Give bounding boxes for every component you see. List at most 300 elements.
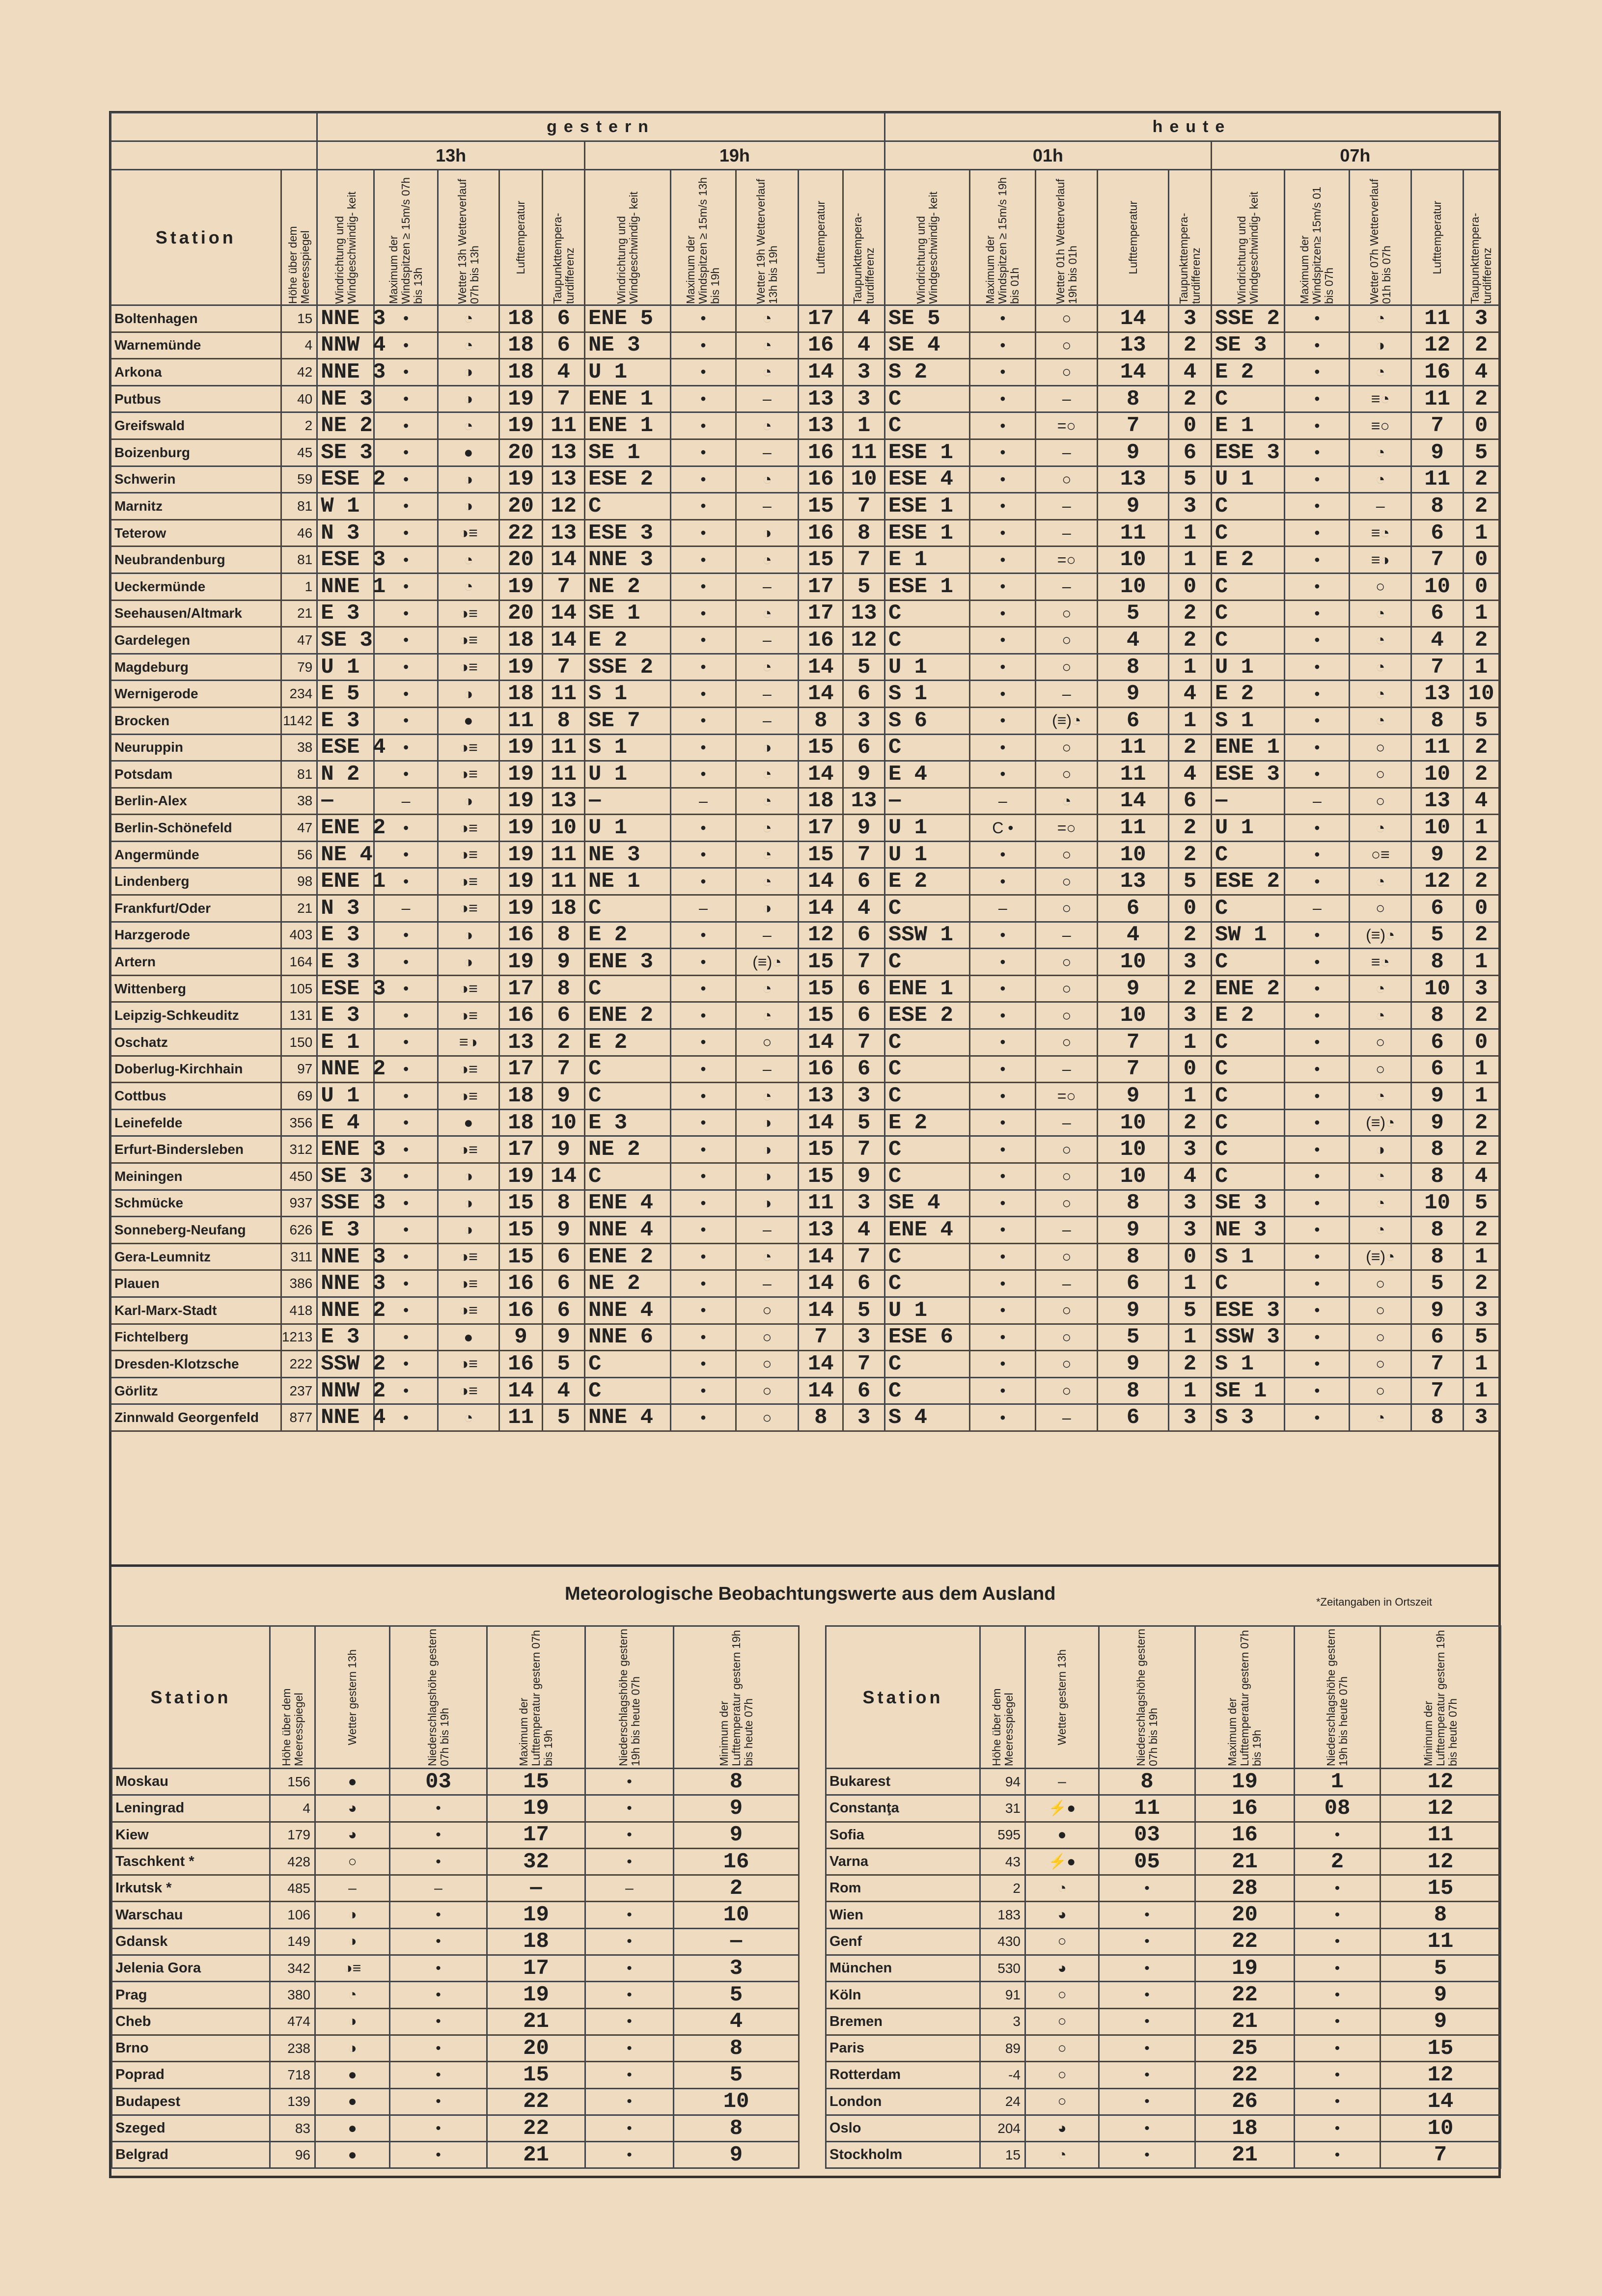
table-cell: • <box>970 305 1036 332</box>
table-cell: • <box>970 681 1036 708</box>
table-cell: 9 <box>843 1163 885 1190</box>
table-cell: NE 3 <box>317 385 374 412</box>
table-cell: C <box>884 1083 969 1110</box>
table-cell: C <box>884 627 969 654</box>
table-cell: 12 <box>1381 2062 1501 2088</box>
table-cell: • <box>1285 547 1350 574</box>
table-row <box>111 493 1499 520</box>
foreign-right-altitude-header: Höhe über dem Meeresspiegel <box>980 1626 1025 1769</box>
table-row <box>826 1848 1501 1875</box>
table-cell: NNE 2 <box>317 1297 374 1324</box>
table-cell: 9 <box>843 761 885 788</box>
table-cell: ◔ <box>1350 707 1411 734</box>
table-cell: C <box>1211 627 1284 654</box>
table-row <box>111 1243 1499 1270</box>
table-cell: • <box>1285 1190 1350 1217</box>
table-cell: ○ <box>1036 734 1098 761</box>
station-name: Paris <box>826 2035 980 2061</box>
foreign-right-min-header: Minimum der Lufttemperatur gestern 19h bis heute 07h <box>1381 1626 1501 1769</box>
table-cell: ○ <box>1036 1136 1098 1163</box>
hour-13-header: 13h <box>317 141 585 170</box>
table-cell: • <box>390 1822 487 1848</box>
table-cell: 11 <box>543 868 585 895</box>
station-name: Bremen <box>826 2008 980 2035</box>
table-cell: 8 <box>799 1404 843 1431</box>
table-cell: 42 <box>281 359 317 386</box>
table-cell: • <box>1285 922 1350 949</box>
table-cell: • <box>1099 1875 1195 1902</box>
table-cell: ◔ <box>736 815 799 842</box>
table-cell: 21 <box>1195 1848 1295 1875</box>
table-cell: ○ <box>1350 1297 1411 1324</box>
table-cell: 18 <box>543 895 585 922</box>
table-cell: 2 <box>1169 975 1212 1002</box>
table-cell: 13 <box>799 385 843 412</box>
table-cell: • <box>374 681 438 708</box>
table-row <box>111 1377 1499 1404</box>
table-cell: 14 <box>499 1377 543 1404</box>
table-row <box>112 2115 799 2141</box>
table-row <box>826 2062 1501 2088</box>
table-cell: ◕ <box>1025 1955 1099 1982</box>
table-cell: ‒ <box>1036 922 1098 949</box>
table-cell: C <box>1211 385 1284 412</box>
table-cell: ○ <box>1350 1324 1411 1351</box>
table-cell: • <box>390 2088 487 2115</box>
table-cell: • <box>1285 868 1350 895</box>
table-cell: ◑≡ <box>438 868 499 895</box>
table-cell: 0 <box>1169 412 1212 439</box>
table-cell: 38 <box>281 788 317 815</box>
table-cell: 4 <box>543 359 585 386</box>
dew-01-header: Taupunkttempera- turdifferenz <box>1169 170 1212 305</box>
table-cell: 6 <box>843 681 885 708</box>
table-cell: • <box>1285 1243 1350 1270</box>
table-cell: C <box>1211 1029 1284 1056</box>
table-cell: 428 <box>270 1848 315 1875</box>
table-cell: • <box>970 466 1036 493</box>
table-cell: 3 <box>1169 1136 1212 1163</box>
table-row <box>111 761 1499 788</box>
heute-header: heute <box>884 113 1499 141</box>
table-cell: C <box>884 1243 969 1270</box>
table-cell: ◑ <box>736 519 799 547</box>
table-cell: • <box>671 734 736 761</box>
table-cell: =○ <box>1036 1083 1098 1110</box>
table-cell: SSW 3 <box>1211 1324 1284 1351</box>
table-cell: 9 <box>543 949 585 976</box>
table-cell: 14 <box>543 627 585 654</box>
table-row <box>111 412 1499 439</box>
hour-07-header: 07h <box>1211 141 1499 170</box>
table-cell: 4 <box>843 305 885 332</box>
table-cell: 15 <box>980 2142 1025 2168</box>
table-cell: NNE 3 <box>317 359 374 386</box>
table-cell: S 1 <box>584 681 670 708</box>
table-cell: 05 <box>1099 1848 1195 1875</box>
table-cell: ◕ <box>315 1795 390 1822</box>
table-cell: • <box>374 1217 438 1244</box>
table-cell: ENE 1 <box>317 868 374 895</box>
table-cell: 14 <box>799 1243 843 1270</box>
table-cell: (≡)◔ <box>1350 1109 1411 1136</box>
table-cell: ◔ <box>438 305 499 332</box>
table-cell: 20 <box>499 493 543 520</box>
table-cell: 19 <box>499 815 543 842</box>
table-cell: 14 <box>799 1351 843 1378</box>
table-cell: 10 <box>1098 1163 1169 1190</box>
table-cell: • <box>671 815 736 842</box>
table-cell: 17 <box>499 975 543 1002</box>
table-cell: • <box>1295 1928 1381 1955</box>
table-cell: 19 <box>487 1795 585 1822</box>
table-cell: U 1 <box>1211 654 1284 681</box>
table-cell: ‒ <box>1350 493 1411 520</box>
table-cell: ESE 2 <box>317 466 374 493</box>
table-cell: 238 <box>270 2035 315 2061</box>
hour-19-header: 19h <box>584 141 884 170</box>
station-name: Brno <box>112 2035 270 2061</box>
table-cell: 430 <box>980 1928 1025 1955</box>
table-cell: 9 <box>674 1822 799 1848</box>
table-cell: • <box>374 519 438 547</box>
table-cell: ○ <box>1036 895 1098 922</box>
table-cell: 13 <box>543 788 585 815</box>
table-cell: 8 <box>674 2115 799 2141</box>
table-cell: • <box>585 2142 674 2168</box>
table-cell: 150 <box>281 1029 317 1056</box>
station-name: Rotterdam <box>826 2062 980 2088</box>
table-cell: S 1 <box>1211 707 1284 734</box>
table-cell: (≡)◔ <box>736 949 799 976</box>
table-cell: 2 <box>1295 1848 1381 1875</box>
table-cell: 9 <box>1098 1217 1169 1244</box>
table-cell: 5 <box>1464 439 1499 466</box>
table-cell: ESE 3 <box>584 519 670 547</box>
table-cell: 2 <box>1169 627 1212 654</box>
table-cell: 11 <box>1411 305 1464 332</box>
table-cell: 0 <box>1464 547 1499 574</box>
table-cell: =○ <box>1036 412 1098 439</box>
table-cell: 19 <box>499 734 543 761</box>
table-cell: ‒ <box>1036 1270 1098 1297</box>
table-cell: ‒ <box>487 1875 585 1902</box>
table-cell: 25 <box>1195 2035 1295 2061</box>
table-cell: ◑≡ <box>438 761 499 788</box>
table-row <box>111 815 1499 842</box>
table-cell: NNE 2 <box>317 1056 374 1083</box>
table-cell: 13 <box>1098 466 1169 493</box>
station-name: Berlin-Schönefeld <box>111 815 281 842</box>
table-cell: • <box>1285 412 1350 439</box>
table-cell: 9 <box>543 1217 585 1244</box>
table-cell: NE 2 <box>584 1136 670 1163</box>
table-cell: • <box>1295 2115 1381 2141</box>
table-cell: ESE 4 <box>884 466 969 493</box>
table-cell: • <box>671 841 736 868</box>
table-cell: 937 <box>281 1190 317 1217</box>
table-cell: 2 <box>543 1029 585 1056</box>
table-cell: • <box>374 868 438 895</box>
table-cell: • <box>390 1928 487 1955</box>
table-cell: 9 <box>1381 2008 1501 2035</box>
table-cell: N 3 <box>317 895 374 922</box>
weather-07-header: Wetter 07h Wetterverlauf 01h bis 07h <box>1350 170 1411 305</box>
station-name: Meiningen <box>111 1163 281 1190</box>
table-row <box>111 895 1499 922</box>
table-cell: 485 <box>270 1875 315 1902</box>
table-cell: 12 <box>1381 1769 1501 1795</box>
table-cell: 11 <box>543 681 585 708</box>
table-cell: 7 <box>843 493 885 520</box>
table-cell: ◑ <box>438 949 499 976</box>
table-cell: ◑≡ <box>438 1297 499 1324</box>
table-cell: 11 <box>799 1190 843 1217</box>
table-cell: ‒ <box>736 493 799 520</box>
table-cell: ◑≡ <box>438 627 499 654</box>
gust-01-header: Maximum der Windspitzen ≥ 15m/s 19h bis 01h <box>970 170 1036 305</box>
table-cell: 4 <box>1098 922 1169 949</box>
table-cell: 7 <box>1411 547 1464 574</box>
table-cell: • <box>1099 2062 1195 2088</box>
table-cell: • <box>671 332 736 359</box>
table-cell: ESE 1 <box>884 519 969 547</box>
table-cell: 17 <box>487 1955 585 1982</box>
table-cell: • <box>1285 761 1350 788</box>
table-cell: ○ <box>1036 1002 1098 1029</box>
table-cell: 6 <box>1169 439 1212 466</box>
table-cell: U 1 <box>1211 466 1284 493</box>
station-name: Frankfurt/Oder <box>111 895 281 922</box>
table-cell: 22 <box>1195 1982 1295 2008</box>
table-cell: 0 <box>1169 573 1212 600</box>
table-cell: 9 <box>1098 1297 1169 1324</box>
table-cell: 1 <box>1169 707 1212 734</box>
table-cell: • <box>585 1795 674 1822</box>
table-cell: 19 <box>499 654 543 681</box>
table-cell: 4 <box>843 895 885 922</box>
table-cell: ◔ <box>736 654 799 681</box>
table-cell: • <box>390 2115 487 2141</box>
station-name: Harzgerode <box>111 922 281 949</box>
station-name: Magdeburg <box>111 654 281 681</box>
table-cell: • <box>374 493 438 520</box>
table-cell: ◑ <box>736 1136 799 1163</box>
station-name: Teterow <box>111 519 281 547</box>
table-cell: 1 <box>843 412 885 439</box>
table-row <box>112 1928 799 1955</box>
table-cell: • <box>374 841 438 868</box>
table-cell: • <box>671 627 736 654</box>
table-cell: 7 <box>1411 412 1464 439</box>
foreign-right-precip-day-header: Niederschlagshöhe gestern 07h bis 19h <box>1099 1626 1195 1769</box>
table-cell: SE 3 <box>317 1163 374 1190</box>
table-row <box>826 2088 1501 2115</box>
table-cell: ◑≡ <box>438 1270 499 1297</box>
table-cell: 8 <box>674 2035 799 2061</box>
table-row <box>111 305 1499 332</box>
table-cell: 6 <box>543 305 585 332</box>
table-cell: ‒ <box>970 788 1036 815</box>
table-cell: • <box>585 2062 674 2088</box>
table-cell: ● <box>1025 1822 1099 1848</box>
table-cell: • <box>970 922 1036 949</box>
table-cell: ○ <box>1025 2035 1099 2061</box>
table-cell: ◑≡ <box>438 1083 499 1110</box>
table-cell: 7 <box>1098 1029 1169 1056</box>
table-cell: 19 <box>499 868 543 895</box>
table-cell: • <box>671 868 736 895</box>
table-row <box>111 519 1499 547</box>
table-cell: 17 <box>499 1136 543 1163</box>
table-cell: • <box>671 412 736 439</box>
wind-19-header: Windrichtung und Windgeschwindig- keit <box>584 170 670 305</box>
table-row <box>112 1795 799 1822</box>
table-cell: 2 <box>1169 332 1212 359</box>
table-cell: S 6 <box>884 707 969 734</box>
table-cell: NE 3 <box>584 841 670 868</box>
table-cell: 14 <box>1098 788 1169 815</box>
table-cell: 7 <box>843 1136 885 1163</box>
table-cell: • <box>585 2115 674 2141</box>
table-cell: • <box>1285 1136 1350 1163</box>
table-cell: ○ <box>1036 600 1098 627</box>
table-cell: ● <box>315 2088 390 2115</box>
table-cell: 10 <box>1411 1190 1464 1217</box>
table-cell: SE 1 <box>1211 1377 1284 1404</box>
table-cell: 40 <box>281 385 317 412</box>
table-cell: 5 <box>1464 1190 1499 1217</box>
table-cell: 9 <box>543 1136 585 1163</box>
table-cell: • <box>1285 519 1350 547</box>
table-cell: • <box>671 1002 736 1029</box>
table-cell: ◔ <box>736 975 799 1002</box>
table-cell: • <box>1285 1029 1350 1056</box>
table-cell: 18 <box>499 1083 543 1110</box>
table-cell: • <box>970 1324 1036 1351</box>
table-cell: SE 3 <box>317 627 374 654</box>
table-cell: ⚡● <box>1025 1795 1099 1822</box>
table-cell: 6 <box>1098 1270 1169 1297</box>
temp-07-header: Lufttemperatur <box>1411 170 1464 305</box>
table-cell: ○ <box>1036 654 1098 681</box>
table-row <box>111 1190 1499 1217</box>
table-cell: 8 <box>1411 1136 1464 1163</box>
table-cell: 19 <box>499 788 543 815</box>
table-cell: 13 <box>1411 788 1464 815</box>
table-cell: 14 <box>799 359 843 386</box>
table-row <box>111 1109 1499 1136</box>
table-cell: 1 <box>1169 1324 1212 1351</box>
table-row <box>826 1902 1501 1928</box>
table-cell: ‒ <box>315 1875 390 1902</box>
table-cell: 8 <box>543 922 585 949</box>
table-cell: E 2 <box>1211 1002 1284 1029</box>
table-cell: 7 <box>1411 1351 1464 1378</box>
table-cell: 1 <box>1169 654 1212 681</box>
table-cell: 19 <box>1195 1769 1295 1795</box>
domestic-table-body <box>111 305 1499 1543</box>
station-name: Cottbus <box>111 1083 281 1110</box>
table-cell: 12 <box>843 627 885 654</box>
table-cell: 7 <box>543 385 585 412</box>
table-cell: 16 <box>799 519 843 547</box>
table-cell: 9 <box>1411 1109 1464 1136</box>
station-name: Sofia <box>826 1822 980 1848</box>
table-cell: SSE 2 <box>1211 305 1284 332</box>
table-cell: 7 <box>1098 1056 1169 1083</box>
station-name: Neubrandenburg <box>111 547 281 574</box>
table-cell: ‒ <box>1036 681 1098 708</box>
table-cell: 418 <box>281 1297 317 1324</box>
table-cell: 11 <box>499 1404 543 1431</box>
table-cell: 8 <box>1381 1902 1501 1928</box>
table-cell: C <box>884 1270 969 1297</box>
table-cell: ENE 2 <box>1211 975 1284 1002</box>
table-cell: ○ <box>736 1404 799 1431</box>
table-row <box>112 2142 799 2168</box>
table-cell: C <box>884 1377 969 1404</box>
table-cell: E 2 <box>584 627 670 654</box>
table-cell: ◔ <box>1350 1404 1411 1431</box>
station-name: Fichtelberg <box>111 1324 281 1351</box>
station-name: Angermünde <box>111 841 281 868</box>
table-cell: 3 <box>1169 1002 1212 1029</box>
table-cell: 1213 <box>281 1324 317 1351</box>
table-row <box>111 1324 1499 1351</box>
table-cell: 9 <box>1098 439 1169 466</box>
table-cell: ESE 3 <box>1211 439 1284 466</box>
table-cell: ◑ <box>1350 1136 1411 1163</box>
table-cell: 4 <box>843 1217 885 1244</box>
table-cell: ‒ <box>736 707 799 734</box>
table-cell: ◑≡ <box>438 1002 499 1029</box>
table-cell: 3 <box>1169 305 1212 332</box>
table-cell: ◔ <box>1350 681 1411 708</box>
station-name: London <box>826 2088 980 2115</box>
table-cell: ◔ <box>1350 975 1411 1002</box>
table-cell: NNE 4 <box>584 1404 670 1431</box>
table-cell: ENE 2 <box>584 1243 670 1270</box>
table-cell: 10 <box>1098 949 1169 976</box>
table-cell: 2 <box>1464 1002 1499 1029</box>
table-cell: ‒ <box>1036 1404 1098 1431</box>
foreign-left-body <box>112 1769 799 2168</box>
table-cell: ESE 4 <box>317 734 374 761</box>
table-cell: 22 <box>487 2115 585 2141</box>
table-cell: 3 <box>843 1083 885 1110</box>
table-cell: • <box>1285 1109 1350 1136</box>
table-cell: C <box>1211 1083 1284 1110</box>
table-cell: NE 2 <box>584 1270 670 1297</box>
table-row <box>111 922 1499 949</box>
table-cell: • <box>671 1243 736 1270</box>
table-cell: ◑ <box>736 734 799 761</box>
table-cell: ◑ <box>736 1190 799 1217</box>
table-cell: ○ <box>736 1297 799 1324</box>
table-cell: 19 <box>499 385 543 412</box>
dew-07-header: Taupunkttempera- turdifferenz <box>1464 170 1499 305</box>
table-cell: 7 <box>1098 412 1169 439</box>
table-cell: 5 <box>1169 868 1212 895</box>
table-cell: • <box>671 1083 736 1110</box>
table-cell: ‒ <box>1036 1109 1098 1136</box>
table-cell: ◑ <box>438 1163 499 1190</box>
table-cell: ◑≡ <box>438 841 499 868</box>
table-row <box>111 734 1499 761</box>
table-cell: NE 4 <box>317 841 374 868</box>
table-cell: 14 <box>799 1297 843 1324</box>
